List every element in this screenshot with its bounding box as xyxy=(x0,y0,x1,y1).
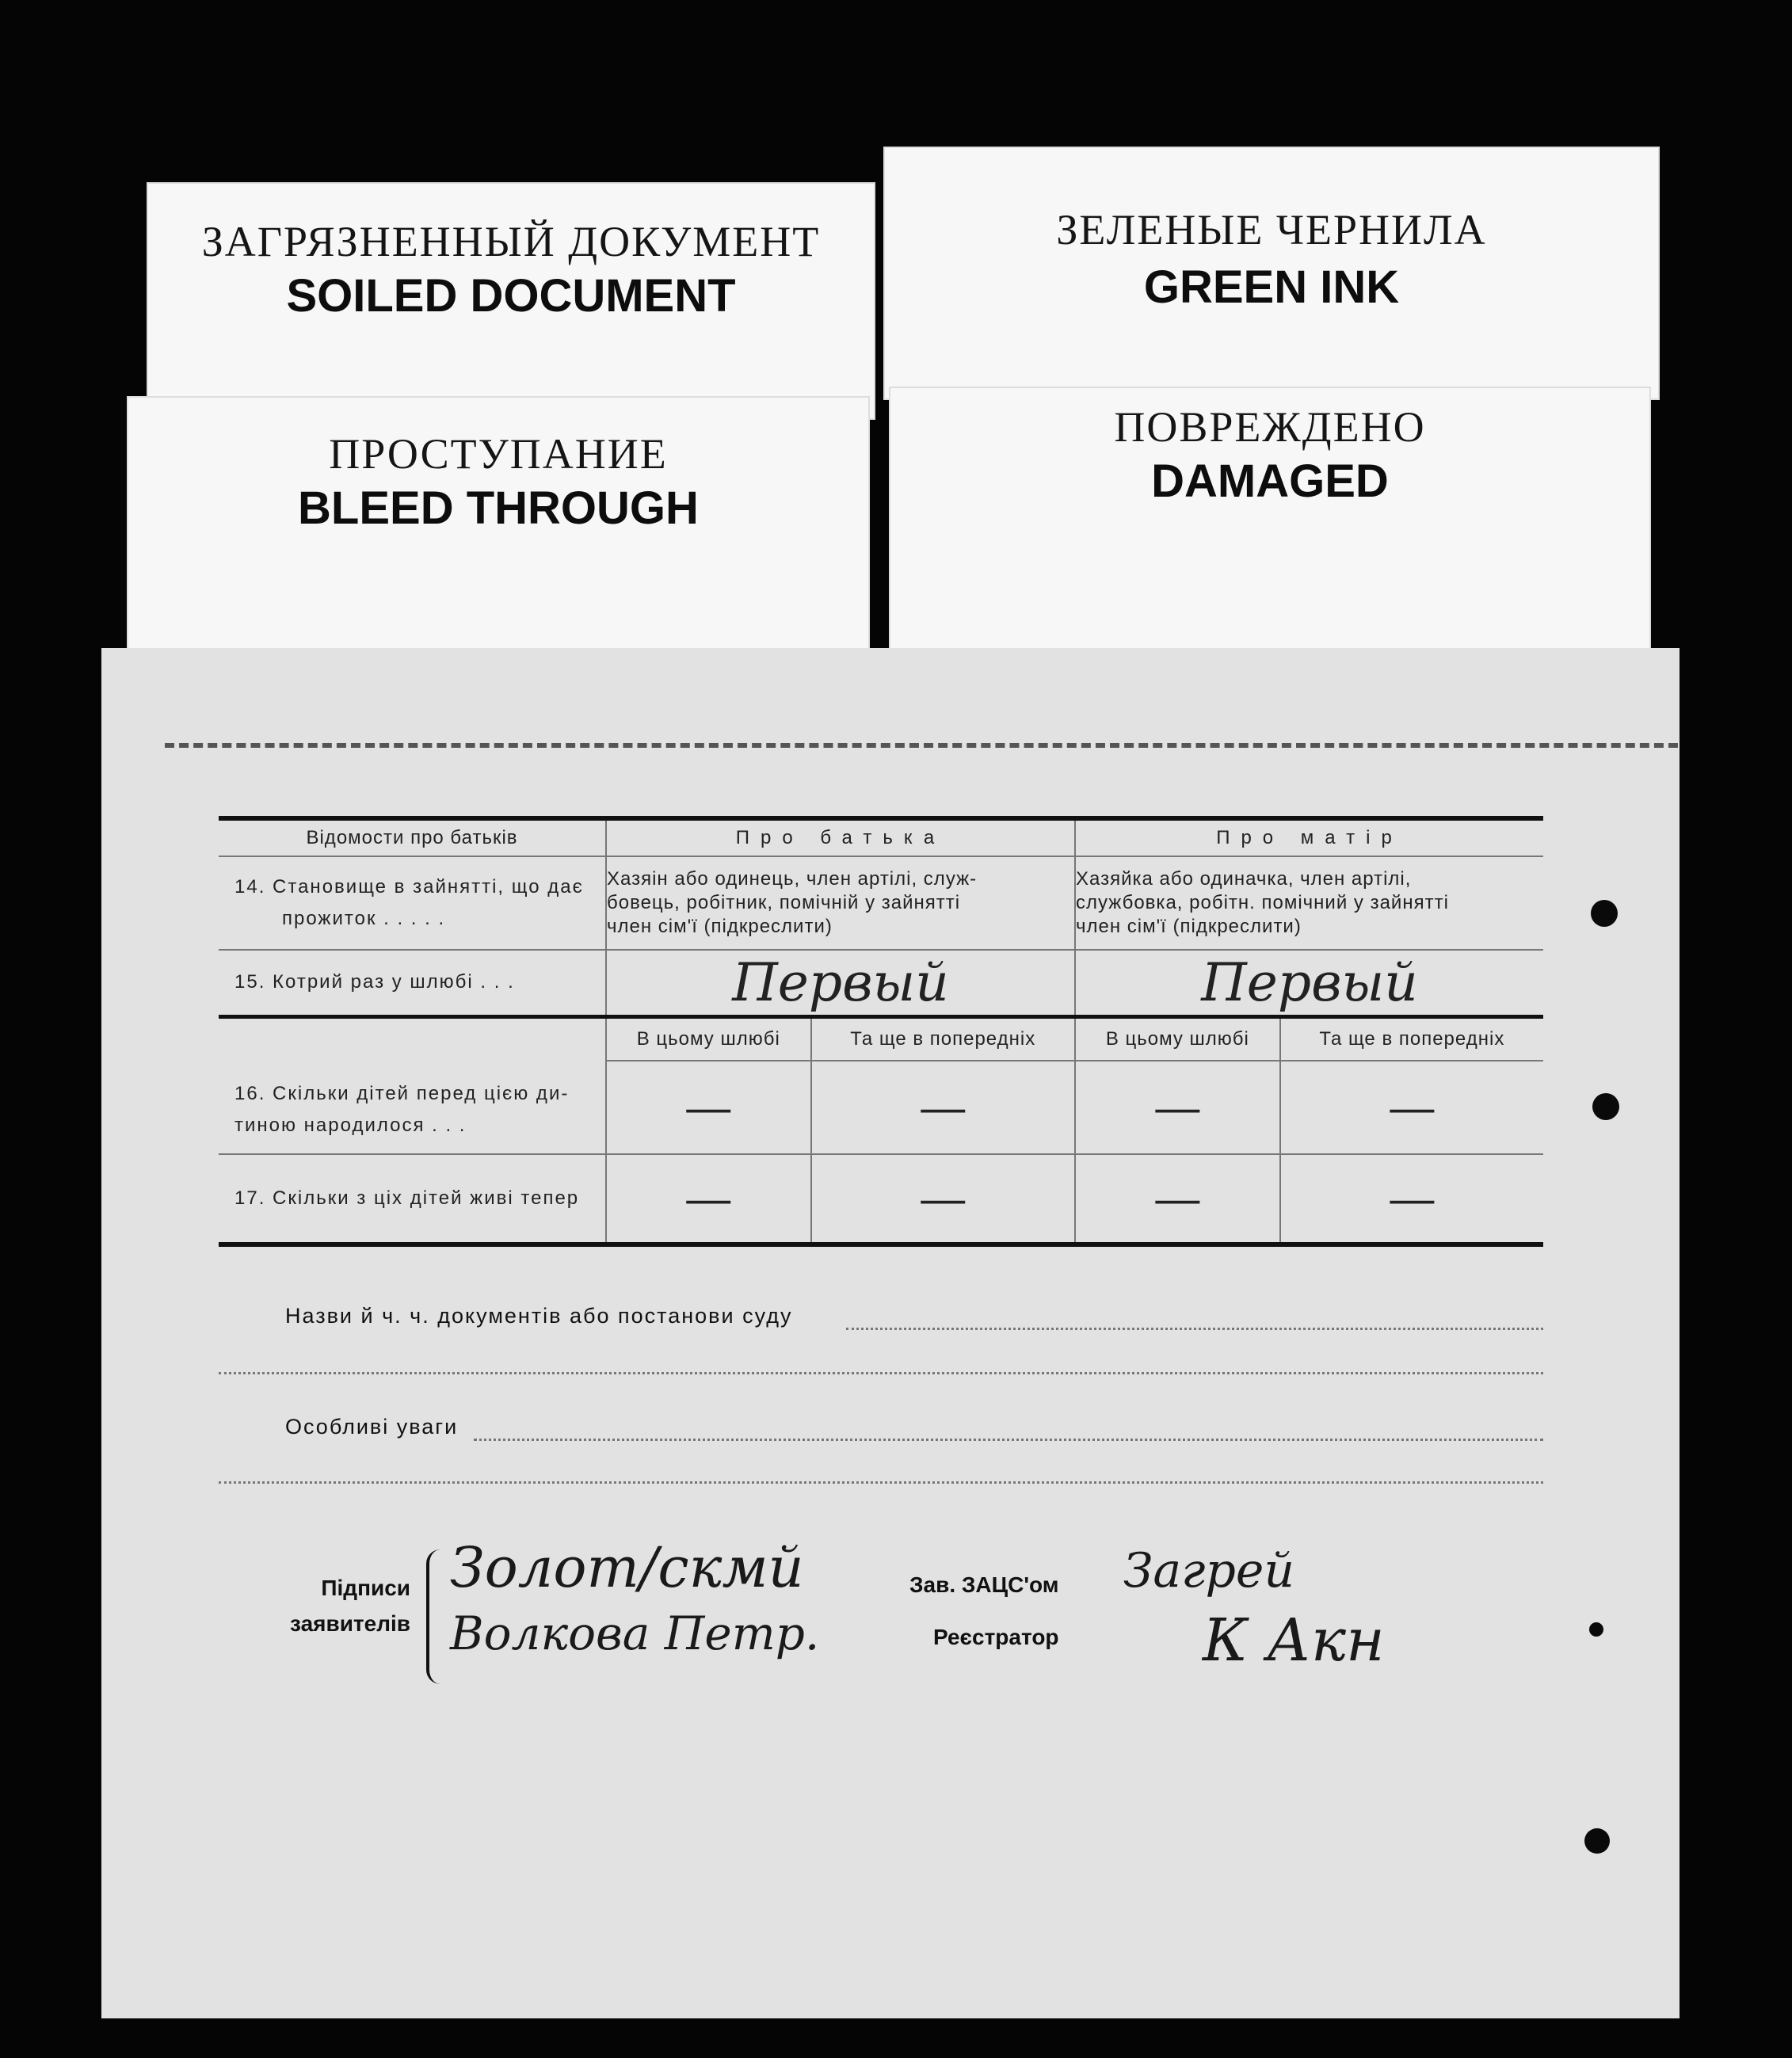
documents-label: Назви й ч. ч. документів або постанови суду xyxy=(285,1304,793,1328)
registrar-label: Реєстратор xyxy=(933,1625,1059,1649)
mother-this-marriage-header: В цьому шлюбі xyxy=(1075,1016,1280,1061)
punch-hole xyxy=(1591,900,1618,927)
card-damaged-en: DAMAGED xyxy=(1151,455,1389,507)
documents-dotted-line-2 xyxy=(219,1372,1543,1374)
signatures-brace xyxy=(426,1549,440,1684)
q14-mother-line1: Хазяйка або одиначка, член артілі, xyxy=(1075,868,1412,890)
label-card-green-ink xyxy=(883,147,1660,400)
label-card-damaged xyxy=(889,387,1651,656)
q14-label-line1: 14. Становище в зайнятті, що дає xyxy=(234,876,584,898)
father-previous-header: Та ще в попередніх xyxy=(811,1016,1075,1061)
top-dashed-line xyxy=(165,743,1678,748)
head-zags-signature: Загрей xyxy=(1123,1543,1295,1599)
q14-father-line1: Хазяін або одинець, член артілі, служ- xyxy=(607,868,978,890)
q16-mother-previous: — xyxy=(1280,1061,1543,1154)
registrar-signature: К Акн xyxy=(1203,1606,1385,1675)
card-green-ru: ЗЕЛЕНЫЕ ЧЕРНИЛА xyxy=(1056,206,1487,253)
remarks-dotted-line-2 xyxy=(219,1481,1543,1484)
q17-father-previous: — xyxy=(811,1154,1075,1244)
header-parents: Відомости про батьків xyxy=(219,818,606,856)
q17-mother-this: — xyxy=(1075,1154,1280,1244)
q16-father-previous: — xyxy=(811,1061,1075,1154)
card-green-en: GREEN INK xyxy=(1143,261,1400,313)
applicant-signature-1: Золот/скмй xyxy=(450,1535,804,1600)
q14-mother-options xyxy=(1075,856,1543,950)
head-zags-label: Зав. ЗАЦС'ом xyxy=(909,1572,1059,1597)
remarks-label: Особливі уваги xyxy=(285,1415,459,1439)
signatures-label-line1: Підписи xyxy=(321,1576,410,1600)
q17-label: 17. Скільки з ціх дітей живі тепер xyxy=(219,1154,606,1244)
q17-father-this: — xyxy=(606,1154,811,1244)
card-soiled-ru: ЗАГРЯЗНЕННЫЙ ДОКУМЕНТ xyxy=(201,218,821,265)
card-damaged-ru: ПОВРЕЖДЕНО xyxy=(1114,403,1426,451)
q14-mother-line3: член сім'ї (підкреслити) xyxy=(1075,916,1302,937)
parents-info-table xyxy=(219,816,1543,1247)
applicant-signature-2: Волкова Петр. xyxy=(450,1606,820,1660)
label-card-soiled xyxy=(147,182,875,420)
card-bleed-ru: ПРОСТУПАНИЕ xyxy=(329,430,668,478)
damage-spot xyxy=(1589,1622,1603,1637)
remarks-dotted-line xyxy=(474,1439,1543,1441)
header-father: Про батька xyxy=(606,818,1075,856)
q16-label xyxy=(219,1016,606,1154)
father-this-marriage-header: В цьому шлюбі xyxy=(606,1016,811,1061)
q14-mother-line2: службовка, робітн. помічний у зайнятті xyxy=(1075,892,1449,913)
punch-hole xyxy=(1592,1093,1619,1120)
q15-label: 15. Котрий раз у шлюбі . . . xyxy=(219,950,606,1016)
signatures-label xyxy=(260,1570,410,1641)
mother-previous-header: Та ще в попередніх xyxy=(1280,1016,1543,1061)
q17-mother-previous: — xyxy=(1280,1154,1543,1244)
q16-label-line1: 16. Скільки дітей перед цією ди- xyxy=(234,1082,570,1104)
header-mother: Про матір xyxy=(1075,818,1543,856)
card-soiled-en: SOILED DOCUMENT xyxy=(286,270,736,322)
card-bleed-en: BLEED THROUGH xyxy=(298,482,699,534)
q15-father-answer: Первый xyxy=(606,950,1075,1016)
q16-mother-this: — xyxy=(1075,1061,1280,1154)
q15-mother-answer: Первый xyxy=(1075,950,1543,1016)
q16-father-this: — xyxy=(606,1061,811,1154)
signatures-label-line2: заявителів xyxy=(290,1611,410,1636)
punch-hole xyxy=(1584,1828,1610,1854)
label-card-bleed-through xyxy=(127,396,870,665)
q14-father-options xyxy=(606,856,1075,950)
q14-father-line3: член сім'ї (підкреслити) xyxy=(607,916,833,937)
q14-label-line2: прожиток . . . . . xyxy=(282,908,446,929)
document-sheet xyxy=(101,648,1680,2018)
q16-label-line2: тиною народилося . . . xyxy=(234,1114,467,1136)
q14-father-line2: бовець, робітник, помічній у зайнятті xyxy=(607,892,961,913)
documents-dotted-line xyxy=(846,1328,1543,1330)
q14-label xyxy=(219,856,606,950)
